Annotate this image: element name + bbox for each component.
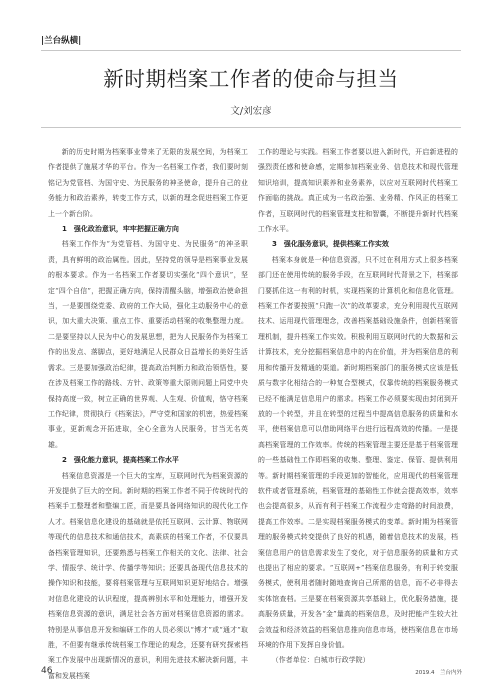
- body-paragraph: 新的历史时期为档案事业带来了无限的发展空间，为档案工作者提供了施展才华的平台。作为一名档案工作者，我们要时刻铭记为党管档、为国守史、为民服务的神圣使命，提升自己的业务能力和政治素养，转变工作方式，以新的理念促进档案工作更上一个新台阶。: [48, 148, 248, 218]
- section-heading: 3 强化服务意识，提供档案工作实效: [272, 240, 389, 249]
- left-text-column: [48, 145, 248, 684]
- article-author: 文/刘宏彦: [230, 106, 272, 117]
- section-heading: 2 强化能力意识，提高档案工作水平: [62, 456, 179, 465]
- issue-mark: 2019.4 兰台内外: [415, 670, 462, 676]
- header-divider: [41, 50, 461, 51]
- title-divider: [41, 127, 461, 128]
- page-number: 46: [41, 666, 53, 676]
- right-text-column: [258, 145, 458, 669]
- column-tag: |兰台纵横|: [41, 36, 82, 46]
- section-heading: 1 强化政治意识，牢牢把握正确方向: [62, 225, 179, 234]
- body-paragraph: 档案信息资源是一个巨大的宝库，互联网时代为档案资源的开发提供了巨大的空间。新时期的档案工作者不同于传统时代的档案手工整理者和整编工匠，而是要具备网络知识的现代化工作人才。档案信息化建设的基础就是依托互联网、云计算、物联网等现代的信息技术和通信技术，高素质的档案工作者，不仅要具备档案管理知识，还要熟悉与档案工作相关的文化、法律、社会学、情报学、统计学、传播学等知识；还要具备现代信息技术的操作知识和技能，要将档案管理与互联网知识更好地结合。增强对信息化建设的认识程度，提高辨别水平和处理能力，增强开发档案信息资源的意识，满足社会各方面对档案信息资源的需求。特别是从事信息开发和编研工作的人员必须以“博才”或“通才”取胜，不但要有继承传统档案工作理论的观念，还要有研究探索档案工作发展中出现新情况的意识，利用先进技术解决新问题，丰富和发展档案: [48, 471, 248, 680]
- body-paragraph: 工作的理论与实践。档案工作者要以进入新时代，开启新进程的强烈责任感和使命感，定期参加档案业务、信息技术和现代管理知识培训，提高知识素养和业务素养，以应对互联网时代档案工作面临的挑战。真正成为一名政治强、业务精、作风正的档案工作者，互联网时代的档案管理支柱和智囊，不断提升新时代档案工作水平。: [258, 148, 458, 234]
- body-paragraph: 档案本身就是一种信息资源，只不过在利用方式上很多档案部门还在使用传统的服务手段，在互联网时代背景之下，档案部门要抓住这一有利的时机，实现档案的计算机化和信息化管理。档案工作者要按照“只跑一次”的改革要求，充分利用现代互联网技术、运用现代管理理念，改善档案基础设施条件，创新档案管理机制，提升档案工作实效。积极利用互联网时代的大数据和云计算技术，充分挖掘档案信息中的内在价值，并为档案信息的利用和传播开发精通的渠道。新时期档案部门的服务模式应该是低质与数字化相结合的一种复合型模式，仅靠传统的档案服务模式已经不能满足信息用户的需求。档案工作必须要实现由封闭到开放的一个转型，并且在转型的过程当中提高信息服务的质量和水平，使档案信息可以借助网络平台进行远程高效的传播。一是提高档案管理的工作效率。传统的档案管理主要还是基于档案管理的一些基础性工作即档案的收集、整理、鉴定、保管、提供利用等。新时期档案管理的手段更加的智能化，应用现代的档案管理软件或者管理系统，档案管理的基础性工作就会提高效率，效率也会提高很多，从而有利于档案工作流程少走弯路的时间浪费，提高工作效率。二是实现档案服务模式的变革。新时期为档案管理的服务模式转变提供了良好的机遇，随着信息技术的发展，档案信息用户的信息需求发生了变化，对于信息服务的质量和方式也提出了相应的要求。“互联网+”档案信息服务，有利于转变服务模式，使利用者随时随地查询自己所需的信息，而不必非得去实体馆查档。三是要在档案资源共享基础上，优化服务措施，提高服务质量，开发各“金”量高的档案信息，及时把能产生较大社会效益和经济效益的档案信息推向信息市场，使档案信息在市场环境的作用下发挥自身价值。: [258, 255, 458, 649]
- article-title: 新时期档案工作者的使命与担当: [103, 67, 399, 91]
- body-paragraph: 档案工作作为“为党管档、为国守史、为民服务”的神圣职责，具有鲜明的政治属性。因此，坚持党的领导是档案事业发展的根本要求。作为一名档案工作者要切实强化“四个意识”，坚定“四个自信”，把握正确方向，保持清醒头脑，增强政治使命担当，一是要围绕党委、政府的工作大局，强化主动服务中心的意识，加大重大决策、重点工作、重要活动档案的收集整理力度。二是要坚持以人民为中心的发展思想，把为人民服务作为档案工作的出发点、落脚点，更好地满足人民群众日益增长的美好生活需求。三是要加强政治纪律，提高政治判断力和政治领悟性，要在涉及档案工作的路线、方针、政策等重大原则问题上同党中央保持高度一致，树立正确的世界观、人生观、价值观，恪守档案工作纪律，贯彻执行《档案法》，严守党和国家的机密，热爱档案事业，更新观念开拓进取，全心全意为人民服务，甘当无名英雄。: [48, 240, 248, 449]
- author-affiliation: （作者单位：白城市行政学院）: [271, 656, 370, 665]
